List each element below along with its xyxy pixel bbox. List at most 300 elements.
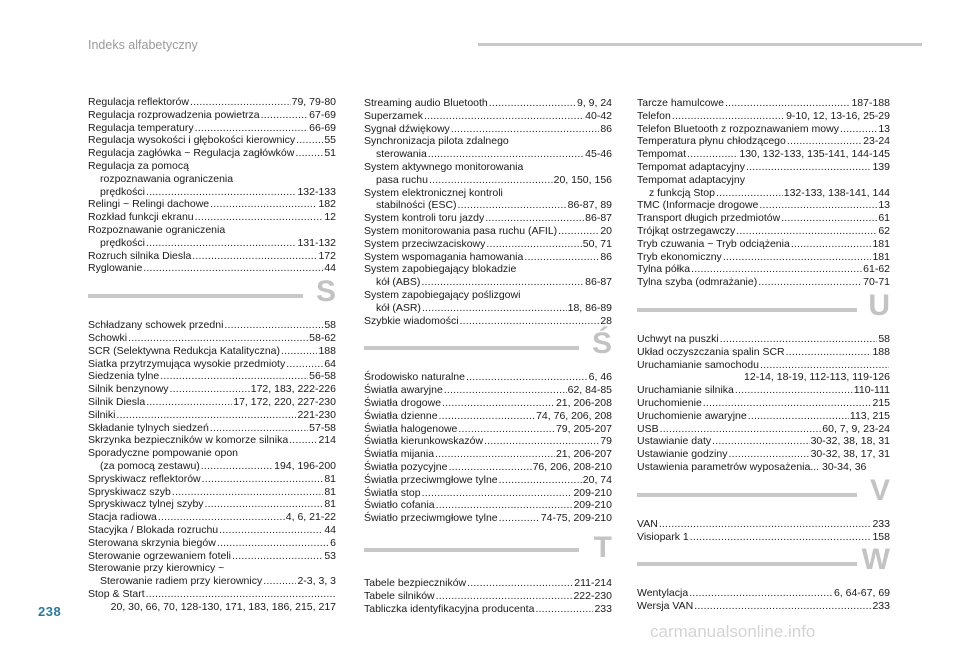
index-entry-term: Spryskiwacz reflektorów — [88, 472, 201, 485]
dot-leader — [690, 531, 872, 544]
page-number: 238 — [38, 604, 62, 619]
index-entry-pages: 172 — [318, 249, 336, 262]
dot-leader — [296, 134, 323, 147]
index-entry-pages: 110-111 — [853, 384, 890, 397]
index-entry-pages: 214 — [318, 434, 336, 447]
index-entry-term: Tabele bezpieczników — [364, 576, 467, 589]
section-rule — [364, 346, 579, 350]
dot-leader — [116, 409, 296, 422]
index-entry-term: USB — [637, 422, 659, 435]
index-entry-pages: 61-62 — [863, 263, 890, 276]
index-entry-text: Rozpoznawanie ograniczenia — [88, 223, 226, 236]
dot-leader — [448, 461, 531, 474]
index-entry — [364, 590, 612, 603]
dot-leader — [760, 359, 889, 372]
index-entry — [88, 473, 336, 486]
index-entry-pages: 188 — [318, 344, 336, 357]
index-entry-pages: 6, 64-67, 69 — [833, 587, 890, 600]
dot-leader — [143, 262, 323, 275]
index-entry-text: Regulacja za pomocą — [88, 159, 189, 172]
index-entry — [88, 319, 336, 332]
dot-leader — [659, 518, 872, 531]
index-entry-pages: 62 — [878, 224, 890, 237]
index-entry-term: Tryb czuwania ~ Tryb odciążenia — [637, 237, 790, 250]
index-entry-term: Skrzynka bezpieczników w komorze silnika — [88, 434, 289, 447]
index-entry-term: Regulacja wysokości i głębokości kierownicy — [88, 134, 296, 147]
index-entry-pages: 62, 84-85 — [567, 384, 612, 397]
dot-leader — [422, 302, 567, 315]
dot-leader — [759, 199, 877, 212]
index-entry-term: System przeciwzaciskowy — [364, 237, 486, 250]
index-entry-term: Ustawianie daty — [637, 435, 712, 448]
index-entry-pages: 158 — [872, 530, 890, 543]
index-entry-term: Tarcze hamulcowe — [637, 97, 724, 109]
index-entry-term: Silnik benzynowy — [88, 383, 169, 396]
dot-leader — [840, 123, 877, 136]
index-entry — [364, 97, 612, 110]
index-entry — [364, 384, 612, 397]
dot-leader — [190, 96, 291, 109]
index-entry — [364, 110, 612, 123]
index-entry-term: Światła przeciwmgłowe tylne — [364, 473, 498, 486]
dot-leader — [210, 422, 308, 435]
index-entry — [637, 587, 890, 600]
dot-leader — [146, 237, 297, 250]
index-entry — [637, 518, 890, 531]
dot-leader — [485, 212, 584, 225]
index-entry-term: Uruchamianie silnika — [637, 384, 734, 397]
index-entry-pages: 21, 206-208 — [555, 396, 612, 409]
dot-leader — [735, 384, 853, 397]
dot-leader — [146, 186, 297, 199]
index-entry-term: Światła mijania — [364, 448, 435, 461]
index-entry-pages: 233 — [872, 517, 890, 530]
index-entry-pages: 53 — [324, 549, 336, 562]
section-rule — [364, 548, 579, 552]
dot-leader — [484, 435, 599, 448]
index-entry-term: Regulacja temperatury — [88, 121, 194, 134]
index-entry-pages: 67-69 — [309, 108, 336, 121]
dot-leader — [295, 147, 323, 160]
dot-leader — [192, 250, 317, 263]
index-entry-pages: 13 — [878, 122, 890, 135]
index-entry-term: Środowisko naturalne — [364, 371, 465, 384]
index-entry-term: SCR (Selektywna Redukcja Katalityczna) — [88, 344, 280, 357]
index-entry-term: Tryb ekonomiczny — [637, 250, 722, 263]
index-entry-term: Relingi ~ Relingi dachowe — [88, 198, 210, 211]
index-entry — [88, 575, 336, 588]
section-rule — [88, 294, 303, 298]
index-entry-text: System zapobiegający blokadzie — [364, 263, 517, 276]
dot-leader — [444, 384, 567, 397]
index-entry — [364, 251, 612, 264]
index-entry-term: Transport długich przedmiotów — [637, 212, 781, 225]
dot-leader — [787, 135, 862, 148]
index-entry — [637, 161, 890, 174]
index-entry-term: Światła pozycyjne — [364, 460, 448, 473]
index-entry-term: Tempomat adaptacyjny — [637, 160, 745, 173]
index-entry-term: Spryskiwacz szyb — [88, 485, 171, 498]
index-entry-pages: 188 — [872, 345, 890, 358]
index-entry — [88, 198, 336, 211]
index-entry — [637, 423, 890, 436]
index-entry-term: Visiopark 1 — [637, 530, 689, 543]
index-entry-pages: 209-210 — [573, 486, 612, 499]
index-entry — [637, 276, 890, 289]
index-entry-pages: 9, 9, 24 — [576, 97, 612, 109]
index-entry-term: Temperatura płynu chłodzącego — [637, 135, 786, 148]
index-entry — [88, 332, 336, 345]
index-entry-pages: 58 — [324, 319, 336, 332]
index-entry — [637, 600, 890, 613]
index-entry-pages: 61 — [878, 212, 890, 225]
index-entry-term: System wspomagania hamowania — [364, 250, 524, 263]
dot-leader — [422, 487, 573, 500]
index-entry-term: Uruchomienie — [637, 396, 702, 409]
section-header-title: Indeks alfabetyczny — [88, 38, 198, 52]
index-entry-term: Tylna półka — [637, 263, 691, 276]
index-entry-term: Uruchamianie samochodu — [637, 358, 759, 371]
dot-leader — [289, 434, 317, 447]
index-entry — [637, 448, 890, 461]
index-entry-pages: 81 — [324, 498, 336, 511]
index-entry-term: Szybkie wiadomości — [364, 314, 459, 327]
index-entry — [364, 397, 612, 410]
index-entry-pages: 79, 79-80 — [291, 96, 336, 108]
dot-leader — [781, 212, 877, 225]
index-entry — [364, 461, 612, 474]
section-letter: V — [869, 473, 890, 507]
index-entry-pages: 17, 172, 220, 227-230 — [233, 395, 336, 408]
index-entry-term: Wentylacja — [637, 587, 689, 600]
index-entry — [637, 263, 890, 276]
index-entry-term: TMC (Informacje drogowe — [637, 199, 759, 212]
index-entry-term: Regulacja zagłówka ~ Regulacja zagłówków — [88, 147, 295, 160]
section-divider — [88, 275, 336, 319]
index-entry-pages: 6, 46 — [588, 371, 612, 384]
index-entry — [88, 588, 336, 601]
index-entry — [364, 315, 612, 328]
dot-leader — [689, 587, 833, 600]
index-entry-text: Tempomat adaptacyjny — [637, 173, 745, 186]
index-entry-term: System kontroli toru jazdy — [364, 212, 485, 225]
dot-leader — [694, 600, 871, 613]
index-entry — [637, 251, 890, 264]
dot-leader — [439, 410, 536, 423]
index-entry-pages: 30-32, 38, 17, 31 — [810, 448, 890, 461]
dot-leader — [442, 397, 555, 410]
index-entry-text: System aktywnego monitorowania — [364, 160, 524, 173]
index-entry — [364, 487, 612, 500]
index-entry-pages: 70-71 — [863, 276, 890, 289]
index-entry-text: System zapobiegający poślizgowi — [364, 288, 521, 301]
index-entry-term: VAN — [637, 517, 658, 530]
dot-leader — [219, 524, 323, 537]
dot-leader — [499, 512, 540, 525]
index-entry-term: prędkości — [100, 185, 145, 198]
dot-leader — [210, 198, 317, 211]
index-entry-term: Superzamek — [364, 109, 423, 122]
index-entry-text: rozpoznawania ograniczenia — [100, 172, 234, 185]
index-entry-pages: 74-75, 209-210 — [540, 512, 612, 525]
index-entry — [88, 511, 336, 524]
dot-leader — [489, 97, 576, 110]
index-entry-pages: 113, 215 — [849, 409, 890, 422]
index-entry-term: Sygnał dźwiękowy — [364, 122, 450, 135]
index-entry-text: System elektronicznej kontroli — [364, 186, 503, 199]
index-entry — [88, 134, 336, 147]
index-entry-pages: 64 — [324, 357, 336, 370]
section-letter: U — [868, 288, 890, 322]
dot-leader — [535, 603, 593, 616]
index-entry-term: Tabele silników — [364, 589, 435, 602]
index-entry-pages: 209-210 — [573, 499, 612, 512]
index-entry — [88, 460, 336, 473]
section-letter: Ś — [591, 327, 612, 361]
index-entry-pages: 222-230 — [573, 589, 612, 602]
index-entry-pages: 2-3, 3, 3 — [297, 575, 336, 588]
index-entry-term: Streaming audio Bluetooth — [364, 97, 488, 109]
index-entry — [637, 397, 890, 410]
dot-leader — [424, 110, 584, 123]
index-entry-pages: 211-214 — [574, 576, 612, 589]
dot-leader — [786, 346, 872, 359]
dot-leader — [261, 109, 309, 122]
index-entry-pages: 181 — [872, 237, 890, 250]
index-entry-pages: 9-10, 12, 13-16, 25-29 — [786, 109, 890, 122]
index-entry — [364, 410, 612, 423]
index-entry — [88, 550, 336, 563]
dot-leader — [791, 238, 872, 251]
index-entry-text: Sterowanie przy kierownicy ~ — [88, 562, 225, 575]
index-entry-term: Telefon — [637, 109, 671, 122]
dot-leader — [428, 148, 584, 161]
index-entry — [637, 333, 890, 346]
index-entry-pages: 20 — [600, 224, 612, 237]
dot-leader — [723, 251, 872, 264]
dot-leader — [435, 448, 555, 461]
index-entry-term: Światła kierunkowskazów — [364, 435, 484, 448]
index-entry-term: Sterowanie ogrzewaniem foteli — [88, 549, 231, 562]
index-column-2 — [364, 97, 612, 615]
dot-leader — [195, 211, 324, 224]
index-entry — [637, 97, 890, 110]
index-entry — [88, 250, 336, 263]
dot-leader — [524, 251, 599, 264]
index-entry-term: Siedzenia tylne — [88, 370, 160, 383]
section-divider — [637, 543, 890, 587]
index-entry-term: Rozruch silnika Diesla — [88, 249, 192, 262]
dot-leader — [466, 371, 588, 384]
index-entry-pages: 86 — [600, 122, 612, 135]
index-entry — [88, 524, 336, 537]
index-entry — [364, 212, 612, 225]
index-entry-pages: 28 — [600, 314, 612, 327]
index-entry — [637, 123, 890, 136]
dot-leader — [486, 238, 581, 251]
index-entry — [364, 225, 612, 238]
watermark: carmanualsonline.info — [650, 622, 816, 641]
index-entry — [88, 396, 336, 409]
dot-leader — [436, 499, 573, 512]
index-entry-pages: 57-58 — [309, 421, 336, 434]
index-entry-term: prędkości — [100, 236, 145, 249]
section-letter: T — [593, 530, 612, 564]
index-entry-term: Telefon Bluetooth z rozpoznawaniem mowy — [637, 122, 839, 135]
dot-leader — [224, 319, 323, 332]
index-entry-term: Składanie tylnych siedzeń — [88, 421, 209, 434]
dot-leader — [281, 345, 317, 358]
index-entry-term: Uruchomienie awaryjne — [637, 409, 747, 422]
index-entry — [637, 359, 890, 372]
index-entry-term: Stacja radiowa — [88, 511, 157, 524]
index-entry — [364, 371, 612, 384]
dot-leader — [458, 423, 555, 436]
index-entry-pages: 86-87 — [585, 212, 612, 225]
index-entry-term: kół (ABS) — [376, 276, 421, 289]
index-entry-pages: 233 — [872, 600, 890, 613]
index-entry-continuation: 12-14, 18-19, 112-113, 119-126 — [744, 371, 890, 384]
index-entry-pages: 86-87, 89 — [567, 199, 612, 212]
section-divider — [364, 525, 612, 577]
index-entry-term: Światła halogenowe — [364, 422, 458, 435]
index-entry-term: Rozkład funkcji ekranu — [88, 211, 194, 224]
header-rule — [478, 43, 922, 46]
dot-leader — [728, 448, 809, 461]
index-entry-continuation: 20, 30, 66, 70, 128-130, 171, 183, 186, 215, 217 — [110, 600, 336, 613]
dot-leader — [703, 397, 872, 410]
index-entry-pages: 233 — [594, 602, 612, 615]
index-entry — [88, 498, 336, 511]
section-rule — [637, 562, 857, 566]
index-entry-text: Synchronizacja pilota zdalnego — [364, 135, 509, 148]
index-column-1 — [88, 96, 336, 613]
index-entry-pages: 81 — [324, 472, 336, 485]
index-entry — [637, 148, 890, 161]
index-entry-pages: 6 — [330, 536, 336, 549]
dot-leader — [217, 537, 329, 550]
index-entry-text: Ustawienia parametrów wyposażenia... 30-34, 36 — [637, 460, 867, 473]
index-entry-term: Układ oczyszczania spalin SCR — [637, 345, 785, 358]
index-entry — [88, 262, 336, 275]
index-entry — [364, 238, 612, 251]
index-entry — [88, 237, 336, 250]
index-entry — [88, 434, 336, 447]
index-entry-term: Wersja VAN — [637, 600, 694, 613]
dot-leader — [286, 358, 323, 371]
index-entry — [637, 212, 890, 225]
index-entry-pages: 194, 196-200 — [274, 459, 336, 472]
index-entry-term: Światła dzienne — [364, 409, 438, 422]
index-entry-pages: 44 — [324, 523, 336, 536]
index-entry-term: Sterowana skrzynia biegów — [88, 536, 216, 549]
index-entry-term: Ryglowanie — [88, 262, 143, 275]
index-entry — [88, 186, 336, 199]
dot-leader — [202, 473, 324, 486]
index-entry-pages: 12 — [324, 211, 336, 224]
index-entry-pages: 221-230 — [297, 408, 336, 421]
index-entry-pages: 21, 206-207 — [555, 448, 612, 461]
index-entry-term: pasa ruchu — [376, 173, 428, 186]
dot-leader — [672, 110, 785, 123]
index-entry-term: sterowania — [376, 148, 427, 161]
dot-leader — [687, 148, 738, 161]
dot-leader — [436, 590, 573, 603]
dot-leader — [172, 486, 323, 499]
index-entry — [364, 577, 612, 590]
index-entry-term: Światło cofania — [364, 499, 435, 512]
index-entry-term: System monitorowania pasa ruchu (AFIL) — [364, 224, 558, 237]
index-entry-pages: 86 — [600, 250, 612, 263]
index-entry-term: (za pomocą zestawu) — [100, 459, 200, 472]
index-entry-pages: 13 — [878, 199, 890, 212]
dot-leader — [460, 315, 600, 328]
index-entry — [364, 123, 612, 136]
index-entry-pages: 187-188 — [851, 97, 890, 109]
index-entry — [88, 370, 336, 383]
index-entry-term: Światła drogowe — [364, 396, 442, 409]
dot-leader — [160, 370, 308, 383]
section-rule — [637, 308, 857, 312]
index-entry-term: Schładzany schowek przedni — [88, 319, 224, 332]
index-entry — [637, 435, 890, 448]
dot-leader — [712, 435, 809, 448]
index-entry — [364, 499, 612, 512]
index-entry-pages: 56-58 — [309, 370, 336, 383]
dot-leader — [736, 225, 877, 238]
index-entry-term: Ustawianie godziny — [637, 448, 728, 461]
index-entry-term: Światła stop — [364, 486, 421, 499]
index-entry-pages: 130, 132-133, 135-141, 144-145 — [739, 148, 890, 161]
index-entry — [364, 512, 612, 525]
index-entry-pages: 40-42 — [585, 109, 612, 122]
index-entry-term: Światła awaryjne — [364, 384, 443, 397]
index-entry — [88, 147, 336, 160]
dot-leader — [429, 174, 553, 187]
index-entry-term: Stop & Start — [88, 587, 145, 600]
index-entry-term: Trójkąt ostrzegawczy — [637, 224, 736, 237]
dot-leader — [725, 97, 851, 110]
index-entry-term: Spryskiwacz tylnej szyby — [88, 498, 204, 511]
index-entry-pages: 20, 74 — [582, 473, 612, 486]
index-entry-term: z funkcją Stop — [649, 186, 715, 199]
index-entry — [88, 345, 336, 358]
index-entry-pages: 50, 71 — [582, 237, 612, 250]
index-entry-pages: 51 — [324, 147, 336, 160]
index-entry — [88, 383, 336, 396]
dot-leader — [691, 263, 862, 276]
dot-leader — [499, 474, 582, 487]
dot-leader — [158, 511, 285, 524]
index-entry — [88, 109, 336, 122]
dot-leader — [195, 122, 309, 135]
index-entry-pages: 76, 206, 208-210 — [532, 460, 612, 473]
index-entry-pages: 132-133, 138-141, 144 — [783, 186, 890, 199]
dot-leader — [128, 332, 308, 345]
index-entry-pages: 81 — [324, 485, 336, 498]
index-entry — [88, 358, 336, 371]
index-entry — [364, 603, 612, 616]
dot-leader — [748, 410, 849, 423]
index-entry — [364, 302, 612, 315]
dot-leader — [263, 575, 296, 588]
index-entry — [637, 135, 890, 148]
index-entry — [637, 199, 890, 212]
index-entry-term: Światło przeciwmgłowe tylne — [364, 512, 498, 525]
index-entry-pages: 74, 76, 206, 208 — [536, 409, 612, 422]
dot-leader — [758, 276, 862, 289]
index-entry-term: Tempomat — [637, 148, 687, 161]
